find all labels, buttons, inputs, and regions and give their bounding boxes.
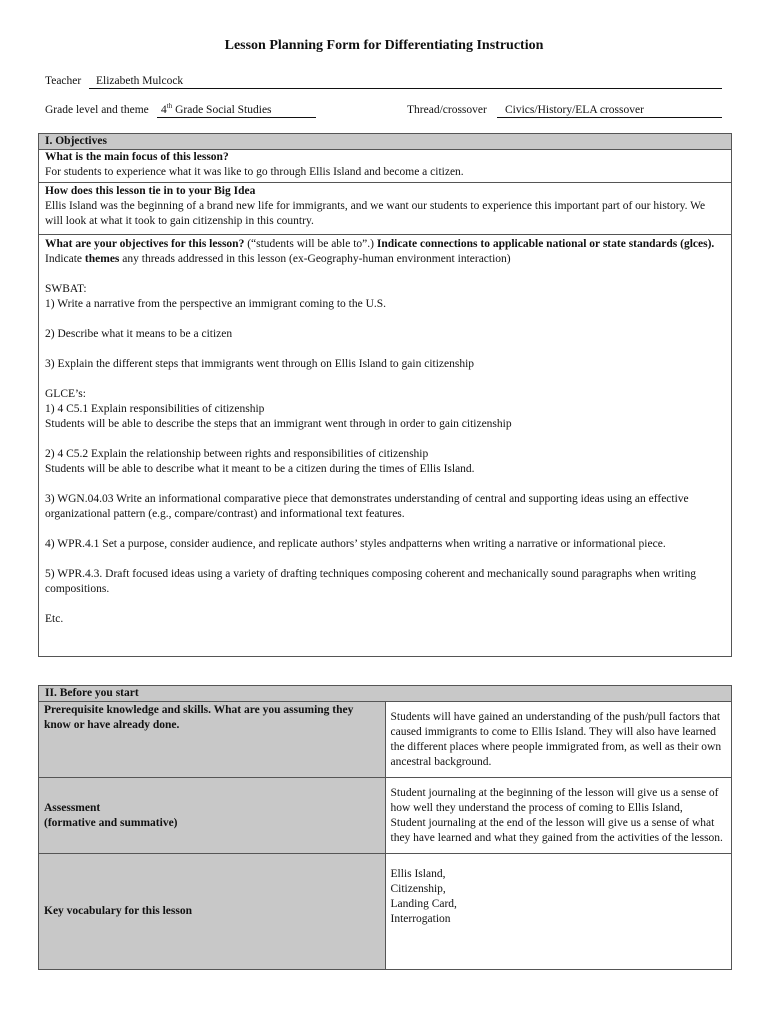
big-idea-question: How does this lesson tie in to your Big Idea	[45, 185, 256, 197]
glce-detail: Students will be able to describe the steps that an immigrant went through in order to gain citizenship	[45, 418, 512, 430]
thread-underline	[497, 117, 722, 118]
vocab-item: Interrogation	[390, 913, 451, 925]
before-heading: II. Before you start	[39, 686, 732, 702]
prereq-label: Prerequisite knowledge and skills. What are you assuming they know or have already done.	[39, 702, 386, 778]
vocab-item: Landing Card,	[390, 898, 457, 910]
objectives-heading: I. Objectives	[39, 134, 731, 150]
glce-detail: Students will be able to describe what it meant to be a citizen during the times of Ellis Island.	[45, 463, 475, 475]
etc-text: Etc.	[45, 613, 64, 625]
glce-label: GLCE’s:	[45, 388, 86, 400]
big-idea-answer: Ellis Island was the beginning of a brand new life for immigrants, and we want our students to experience this important part of our history. We will look at what it took to gain citizenship in this country.	[45, 200, 706, 227]
vocab-row	[39, 854, 732, 970]
glce-item: 4) WPR.4.1 Set a purpose, consider audience, and replicate authors’ styles andpatterns when writing a narrative or informational piece.	[45, 538, 666, 550]
assessment-row	[39, 778, 732, 854]
assessment-value: Student journaling at the beginning of the lesson will give us a sense of how well they understand the process of coming to Ellis Island, Student journaling at the end of the lesson will give us a sense of what they have learned and what they gained from the activities of the lesson.	[385, 778, 732, 854]
focus-row	[39, 150, 731, 183]
thread-label: Thread/crossover	[407, 104, 487, 116]
teacher-value: Elizabeth Mulcock	[96, 75, 184, 87]
vocab-list	[385, 854, 732, 970]
glce-item: 2) 4 C5.2 Explain the relationship between rights and responsibilities of citizenship	[45, 448, 429, 460]
teacher-underline	[89, 88, 722, 89]
objectives-row	[39, 235, 731, 630]
swbat-item: 1) Write a narrative from the perspective an immigrant coming to the U.S.	[45, 298, 387, 310]
prereq-value: Students will have gained an understanding of the push/pull factors that caused immigrants to come to Ellis Island. They will also have learned the different places where people immigrated from, as well as their own ancestral background.	[385, 702, 732, 778]
teacher-label: Teacher	[45, 75, 82, 87]
before-you-start-table	[38, 685, 732, 970]
focus-question: What is the main focus of this lesson?	[45, 151, 229, 163]
page-title: Lesson Planning Form for Differentiating Instruction	[224, 38, 544, 53]
grade-value: 4th Grade Social Studies	[161, 102, 272, 116]
grade-underline	[157, 117, 316, 118]
vocab-label: Key vocabulary for this lesson	[39, 854, 386, 970]
vocab-item: Ellis Island,	[390, 868, 446, 880]
vocab-item: Citizenship,	[390, 883, 446, 895]
big-idea-row	[39, 183, 731, 235]
glce-item: 3) WGN.04.03 Write an informational comparative piece that demonstrates understanding of central and supporting ideas using an effective organizational pattern (e.g., compare/contrast) and informational text features.	[45, 493, 689, 520]
glce-item: 1) 4 C5.1 Explain responsibilities of citizenship	[45, 403, 265, 415]
swbat-item: 2) Describe what it means to be a citizen	[45, 328, 233, 340]
assessment-label: Assessment (formative and summative)	[39, 778, 386, 854]
grade-label: Grade level and theme	[45, 104, 149, 116]
objectives-question: What are your objectives for this lesson? (“students will be able to”.) Indicate connections to applicable national or state standards (glces). Indicate themes any threads addressed in this lesson (ex-Geography-human environment interaction)	[45, 238, 715, 265]
swbat-item: 3) Explain the different steps that immigrants went through on Ellis Island to gain citizenship	[45, 358, 475, 370]
objectives-section	[38, 133, 732, 657]
swbat-label: SWBAT:	[45, 283, 87, 295]
focus-answer: For students to experience what it was like to go through Ellis Island and become a citizen.	[45, 166, 464, 178]
glce-item: 5) WPR.4.3. Draft focused ideas using a variety of drafting techniques composing coherent and mechanically sound paragraphs when writing compositions.	[45, 568, 696, 595]
prereq-row	[39, 702, 732, 778]
thread-value: Civics/History/ELA crossover	[505, 104, 644, 116]
